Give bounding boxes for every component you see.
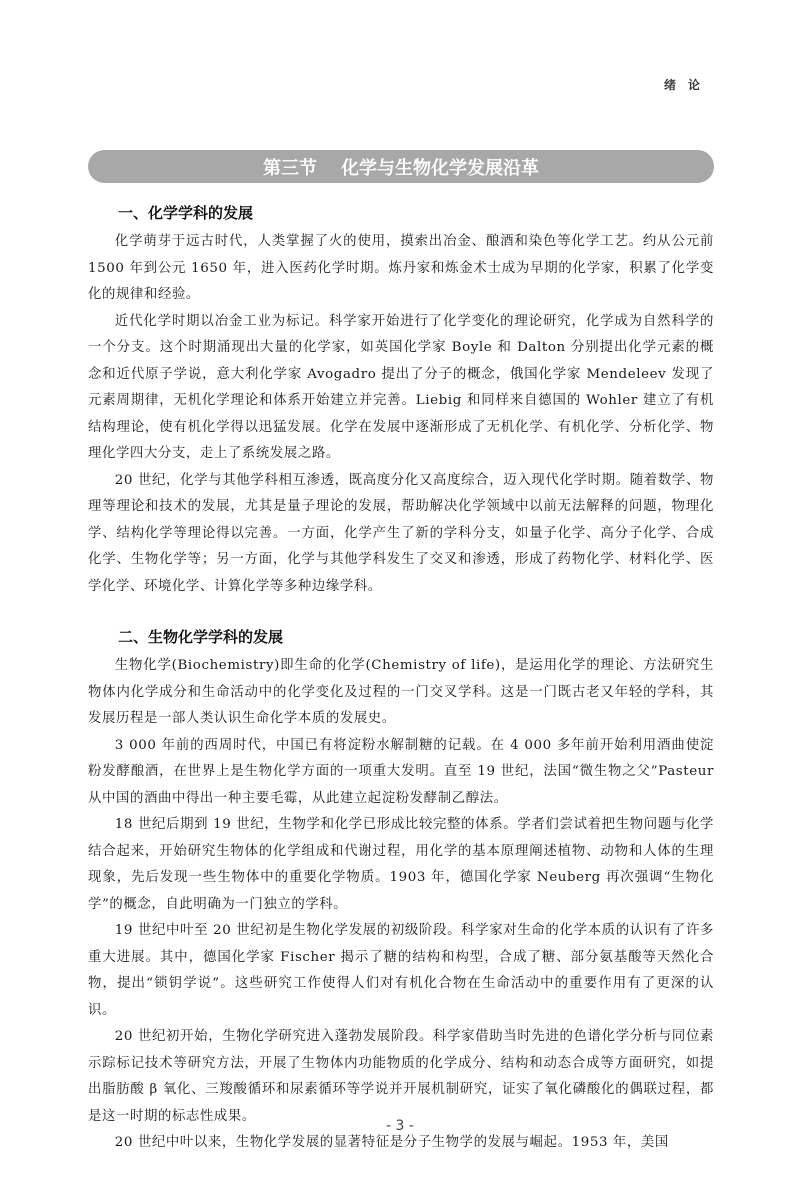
page-number: - 3 - [386,1118,414,1134]
paragraph: 近代化学时期以冶金工业为标记。科学家开始进行了化学变化的理论研究，化学成为自然科学的一个分支。这个时期涌现出大量的化学家，如英国化学家 Boyle 和 Dalton 分别提出化学元素的概念和近代原子学说，意大利化学家 Avogadro 提出了分子的概念，俄国化学家 Mendeleev 发现了元素周期律，无机化学理论和体系开始建立并完善。Liebig 和同样来自德国的 Wohler 建立了有机结构理论，使有机化学得以迅猛发展。化学在发展中逐渐形成了无机化学、有机化学、分析化学、物理化学四大分支，走上了系统发展之路。 [88,313,714,461]
paragraph: 19 世纪中叶至 20 世纪初是生物化学发展的初级阶段。科学家对生命的化学本质的认识有了许多重大进展。其中，德国化学家 Fischer 揭示了糖的结构和构型，合成了糖、部分氨基酸等天然化合物，提出“锁钥学说”。这些研究工作使得人们对有机化合物在生命活动中的重要作用有了更深的认识。 [88,923,714,1018]
section-title-banner [88,150,714,183]
paragraph: 20 世纪，化学与其他学科相互渗透，既高度分化又高度综合，迈入现代化学时期。随着数学、物理等理论和技术的发展，尤其是量子理论的发展，帮助解决化学领域中以前无法解释的问题，物理化学、结构化学等理论得以完善。一方面，化学产生了新的学科分支，如量子化学、高分子化学、合成化学、生物化学等；另一方面，化学与其他学科发生了交叉和渗透，形成了药物化学、材料化学、医学化学、环境化学、计算化学等多种边缘学科。 [88,472,714,594]
paragraph: 化学萌芽于远古时代，人类掌握了火的使用，摸索出冶金、酿酒和染色等化学工艺。约从公元前 1500 年到公元 1650 年，进入医药化学时期。炼丹家和炼金术士成为早期的化学家，积累了化学变化的规律和经验。 [88,234,714,302]
subsection-heading-biochemistry: 二、生物化学学科的发展 [118,628,284,646]
body-text [88,200,714,1157]
paragraph: 3 000 年前的西周时代，中国已有将淀粉水解制糖的记载。在 4 000 多年前开始利用酒曲使淀粉发酵酿酒，在世界上是生物化学方面的一项重大发明。直至 19 世纪，法国“微生物之父”Pasteur 从中国的酒曲中得出一种主要毛霉，从此建立起淀粉发酵制乙醇法。 [88,737,714,806]
paragraph: 18 世纪后期到 19 世纪，生物学和化学已形成比较完整的体系。学者们尝试着把生物问题与化学结合起来，开始研究生物体的化学组成和代谢过程，用化学的基本原理阐述植物、动物和人体的生理现象，先后发现一些生物体中的重要化学物质。1903 年，德国化学家 Neuberg 再次强调“生物化学”的概念，自此明确为一门独立的学科。 [88,817,714,912]
section-title: 化学与生物化学发展沿革 [341,157,539,179]
paragraph: 生物化学(Biochemistry)即生命的化学(Chemistry of life)，是运用化学的理论、方法研究生物体内化学成分和生命活动中的化学变化及过程的一门交叉学科。这是一门既古老又年轻的学科，其发展历程是一部人类认识生命化学本质的发展史。 [88,658,714,726]
subsection-heading-chemistry: 一、化学学科的发展 [118,204,254,222]
running-head: 绪论 [663,78,712,92]
section-number: 第三节 [263,157,317,179]
paragraph: 20 世纪中叶以来，生物化学发展的显著特征是分子生物学的发展与崛起。1953 年，美国 [114,1135,669,1150]
paragraph: 20 世纪初开始，生物化学研究进入蓬勃发展阶段。科学家借助当时先进的色谱化学分析与同位素示踪标记技术等研究方法，开展了生物体内功能物质的化学成分、结构和动态合成等方面研究，如提出脂肪酸 β 氧化、三羧酸循环和尿素循环等学说并开展机制研究，证实了氧化磷酸化的偶联过程，都是这一时期的标志性成果。 [88,1029,714,1124]
